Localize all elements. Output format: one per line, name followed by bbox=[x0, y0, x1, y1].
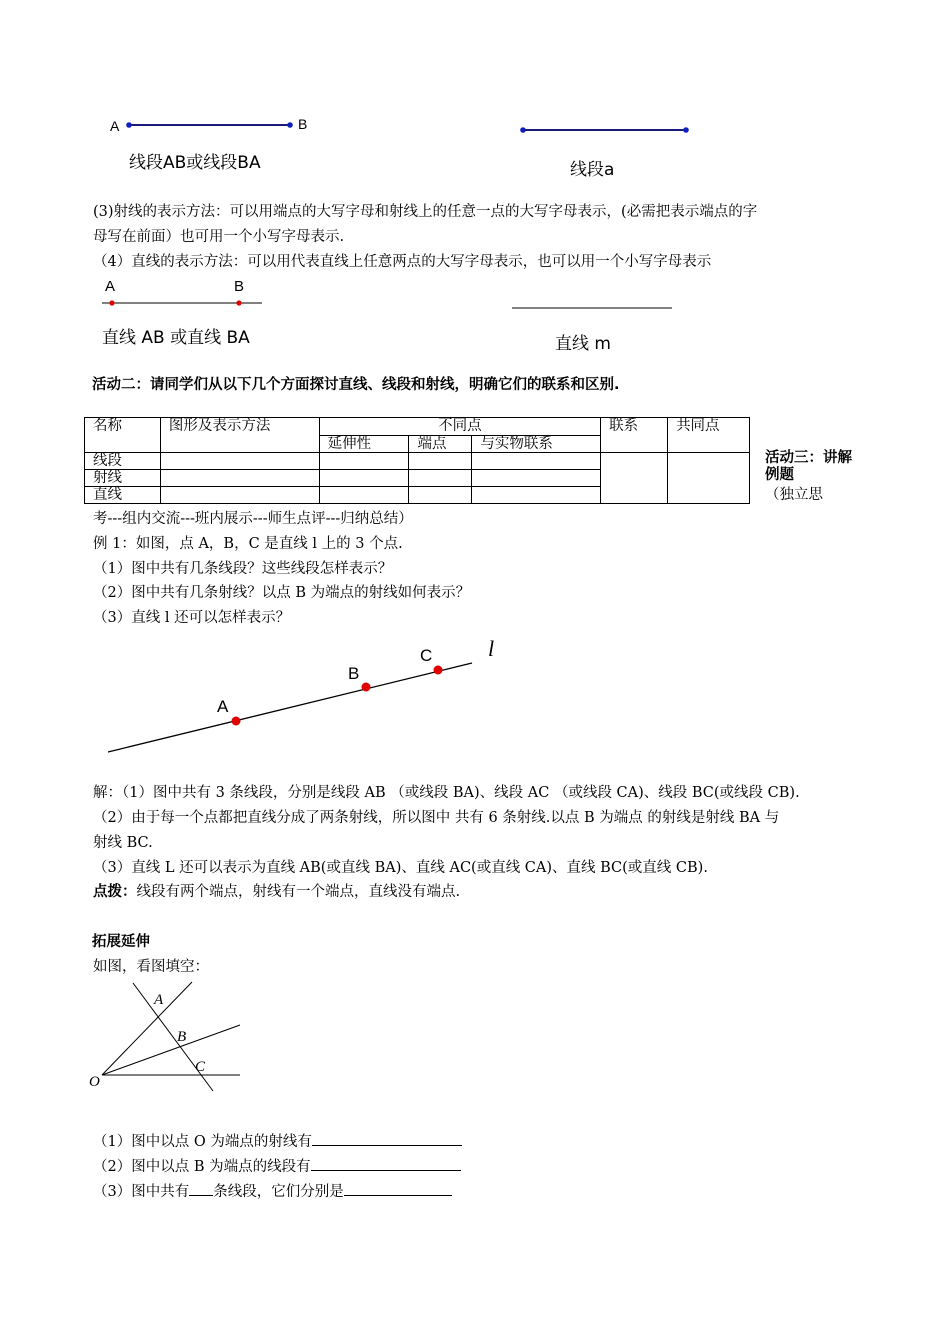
row-ray: 射线 bbox=[85, 470, 161, 487]
example-q3: （3）直线 l 还可以怎样表示？ bbox=[93, 610, 291, 626]
ray-notation-line2: 母写在前面）也可用一个小写字母表示. bbox=[93, 229, 345, 245]
cell-empty bbox=[319, 487, 409, 504]
segment-ab-caption: 线段AB或线段BA bbox=[129, 153, 261, 173]
extension-heading: 拓展延伸 bbox=[92, 934, 150, 950]
activity3-side-note: （独立思 bbox=[765, 487, 823, 503]
solution-2: （2）由于每一个点都把直线分成了两条射线，所以图中 共有 6 条射线.以点 B 为端点 的射线是射线 BA 与 bbox=[93, 810, 780, 826]
activity3-heading: 活动三：讲解例题 bbox=[765, 450, 852, 483]
solution-3: （3）直线 L 还可以表示为直线 AB(或直线 BA)、直线 AC(或直线 CA)、直线 BC(或直线 CB). bbox=[93, 860, 708, 876]
header-real: 与实物联系 bbox=[472, 436, 601, 453]
header-extend: 延伸性 bbox=[319, 436, 409, 453]
example-point-c bbox=[434, 666, 443, 675]
extension-q1 bbox=[93, 1130, 462, 1154]
cell-empty bbox=[409, 470, 472, 487]
line-notation: （4）直线的表示方法：可以用代表直线上任意两点的大写字母表示，也可以用一个小写字母表示 bbox=[93, 254, 712, 270]
ext-label-b: B bbox=[177, 1029, 187, 1045]
cell-empty bbox=[409, 453, 472, 470]
answer-blank-3[interactable] bbox=[189, 1181, 213, 1196]
line-point-b bbox=[236, 300, 241, 305]
activity3-flow: 考---组内交流---班内展示---师生点评---归纳总结） bbox=[93, 511, 413, 527]
answer-blank-4[interactable] bbox=[344, 1181, 452, 1196]
line-figure bbox=[95, 275, 695, 320]
solution-2-cont: 射线 BC. bbox=[93, 835, 153, 851]
segment-a-caption: 线段a bbox=[570, 160, 615, 180]
comparison-table bbox=[84, 417, 750, 504]
example-q2: （2）图中共有几条射线？以点 B 为端点的射线如何表示？ bbox=[93, 585, 471, 601]
row-segment: 线段 bbox=[85, 453, 161, 470]
cell-common bbox=[668, 453, 750, 504]
example-label-l: l bbox=[488, 636, 495, 661]
endpoint-a1 bbox=[520, 127, 526, 133]
tip bbox=[93, 880, 460, 904]
header-figure: 图形及表示方法 bbox=[160, 418, 319, 453]
endpoint-b bbox=[287, 122, 293, 128]
cell-link bbox=[601, 453, 668, 504]
example-label-b: B bbox=[348, 664, 360, 683]
example-label-a: A bbox=[217, 697, 229, 716]
answer-blank-2[interactable] bbox=[311, 1156, 461, 1171]
cell-empty bbox=[472, 453, 601, 470]
example-point-a bbox=[232, 717, 241, 726]
header-name: 名称 bbox=[85, 418, 161, 453]
endpoint-a bbox=[126, 122, 132, 128]
header-common: 共同点 bbox=[668, 418, 750, 453]
extension-q2-text: （2）图中以点 B 为端点的线段有 bbox=[93, 1159, 311, 1175]
line-label-a: A bbox=[105, 278, 116, 295]
ext-label-a: A bbox=[154, 992, 164, 1008]
line-l bbox=[108, 663, 472, 752]
line-point-a bbox=[109, 300, 114, 305]
header-endpoint: 端点 bbox=[409, 436, 472, 453]
tip-label: 点拨： bbox=[93, 884, 137, 900]
example-q1: （1）图中共有几条线段？这些线段怎样表示？ bbox=[93, 561, 393, 577]
line-ab-caption: 直线 AB 或直线 BA bbox=[102, 328, 250, 348]
cell-empty bbox=[472, 470, 601, 487]
header-link: 联系 bbox=[601, 418, 668, 453]
extension-q3-text-a: （3）图中共有 bbox=[93, 1184, 190, 1200]
ray-notation-line1: (3)射线的表示方法：可以用端点的大写字母和射线上的任意一点的大写字母表示，(必需把表示端点的字 bbox=[93, 204, 758, 220]
extension-figure bbox=[85, 978, 255, 1093]
extension-q2 bbox=[93, 1155, 461, 1179]
line-label-b: B bbox=[234, 278, 245, 295]
row-line: 直线 bbox=[85, 487, 161, 504]
solution-1: 解：（1）图中共有 3 条线段，分别是线段 AB （或线段 BA)、线段 AC （或线段 CA)、线段 BC(或线段 CB). bbox=[93, 785, 800, 801]
line-m-caption: 直线 m bbox=[555, 334, 611, 354]
point-label-b: B bbox=[298, 116, 308, 132]
activity2-heading: 活动二：请同学们从以下几个方面探讨直线、线段和射线，明确它们的联系和区别. bbox=[92, 377, 620, 393]
example-figure bbox=[100, 630, 520, 760]
ext-label-o: O bbox=[89, 1074, 100, 1090]
extension-q3 bbox=[93, 1180, 452, 1204]
cell-empty bbox=[160, 453, 319, 470]
example-intro: 例 1：如图，点 A，B，C 是直线 l 上的 3 个点. bbox=[93, 536, 403, 552]
cell-empty bbox=[319, 453, 409, 470]
extension-q1-text: （1）图中以点 O 为端点的射线有 bbox=[93, 1134, 312, 1150]
tip-text: 线段有两个端点，射线有一个端点，直线没有端点. bbox=[136, 884, 461, 900]
cell-empty bbox=[319, 470, 409, 487]
ext-label-c: C bbox=[195, 1059, 206, 1075]
cell-empty bbox=[160, 470, 319, 487]
cell-empty bbox=[409, 487, 472, 504]
point-label-a: A bbox=[110, 118, 120, 134]
cell-empty bbox=[472, 487, 601, 504]
extension-q3-text-b: 条线段，它们分别是 bbox=[213, 1184, 344, 1200]
ray-ob bbox=[102, 1025, 240, 1075]
header-diff: 不同点 bbox=[319, 418, 601, 436]
example-point-b bbox=[362, 683, 371, 692]
extension-intro: 如图，看图填空： bbox=[93, 959, 209, 975]
cell-empty bbox=[160, 487, 319, 504]
endpoint-a2 bbox=[683, 127, 689, 133]
example-label-c: C bbox=[420, 646, 433, 665]
answer-blank-1[interactable] bbox=[312, 1131, 462, 1146]
